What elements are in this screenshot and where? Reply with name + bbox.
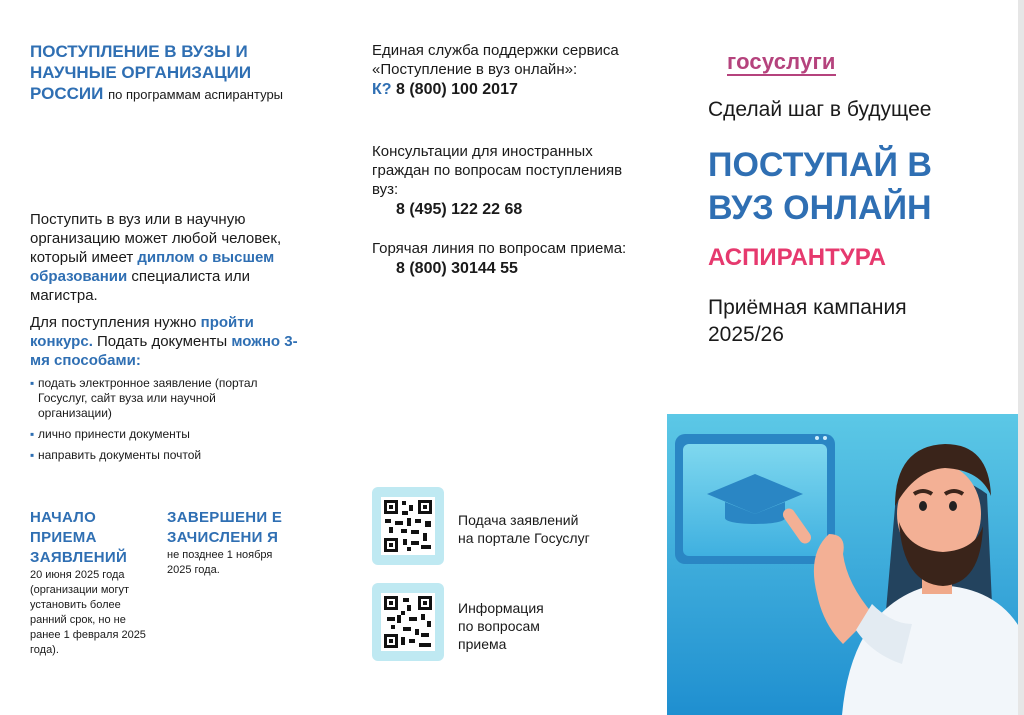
list-item-text: лично принести документы xyxy=(38,427,190,441)
main-title-line: ВУЗ ОНЛАЙН xyxy=(708,189,932,227)
support-prefix: К? xyxy=(372,81,392,98)
hotline-phone: 8 (800) 30144 55 xyxy=(396,260,518,277)
left-title-bold: ПОСТУПЛЕНИЕ В ВУЗЫ И НАУЧНЫЕ ОРГАНИЗАЦИИ РОССИИ xyxy=(30,42,252,103)
main-title xyxy=(708,144,1008,230)
methods-text-mid: Подать документы xyxy=(92,333,232,350)
support-block xyxy=(372,41,642,101)
list-item-text: направить документы почтой xyxy=(38,448,202,462)
right-panel xyxy=(667,0,1024,715)
middle-panel xyxy=(372,0,642,715)
start-title: НАЧАЛО ПРИЕМА ЗАЯВЛЕНИЙ xyxy=(30,509,128,566)
left-panel xyxy=(30,0,310,715)
foreign-block xyxy=(372,142,642,221)
qr-caption-line: на портале Госуслуг xyxy=(458,530,590,546)
list-item: ▪ подать электронное заявление (портал Госуслуг, сайт вуза или научной организации) xyxy=(30,376,258,420)
campaign-line: Приёмная кампания xyxy=(708,296,907,319)
student-illustration xyxy=(667,414,1018,715)
left-title-rest: по программам аспирантуры xyxy=(108,87,284,102)
qr-icon xyxy=(381,497,435,555)
left-title xyxy=(30,41,310,104)
student-pointing-illustration xyxy=(667,414,1018,715)
hotline-label: Горячая линия по вопросам приема: xyxy=(372,240,627,257)
methods-list xyxy=(30,376,260,469)
campaign-year: 2025/26 xyxy=(708,323,784,346)
support-label: Единая служба поддержки сервиса «Поступление в вуз онлайн»: xyxy=(372,42,619,78)
qr-icon xyxy=(381,593,435,651)
end-text: не позднее 1 ноября 2025 года. xyxy=(167,549,273,576)
qr-caption-line: по вопросам xyxy=(458,618,540,634)
qr-row-gosuslugi xyxy=(372,487,642,565)
program-subtitle: АСПИРАНТУРА xyxy=(708,244,886,271)
qr-caption-info xyxy=(458,599,544,653)
start-text: 20 июня 2025 года (организации могут установить более ранний срок, но не ранее 1 февраля 2025 года). xyxy=(30,569,146,656)
end-title: ЗАВЕРШЕНИ Е ЗАЧИСЛЕНИ Я xyxy=(167,509,283,546)
qr-code-info[interactable] xyxy=(372,583,444,661)
main-title-line: ПОСТУПАЙ В xyxy=(708,146,932,184)
eligibility-paragraph xyxy=(30,210,300,305)
foreign-phone: 8 (495) 122 22 68 xyxy=(396,201,523,218)
contest-highlight: пройти конкурс. xyxy=(30,314,254,350)
gosuslugi-logo[interactable]: госуслуги xyxy=(727,49,836,74)
eligibility-text-end: специалиста или магистра. xyxy=(30,268,251,304)
diploma-highlight: диплом о высшем образовании xyxy=(30,249,275,285)
support-phone-line xyxy=(372,79,642,101)
qr-caption-line: Подача заявлений xyxy=(458,512,579,528)
end-block xyxy=(167,508,285,578)
qr-caption-line: Информация xyxy=(458,600,544,616)
support-phone: 8 (800) 100 2017 xyxy=(396,81,518,98)
qr-row-info xyxy=(372,583,642,661)
list-item: ▪ лично принести документы xyxy=(30,427,190,441)
qr-caption-gosuslugi xyxy=(458,511,590,547)
methods-paragraph xyxy=(30,313,300,370)
hotline-block xyxy=(372,239,642,280)
qr-caption-line: приема xyxy=(458,636,507,652)
list-item: ▪ направить документы почтой xyxy=(30,448,202,462)
foreign-label: Консультации для иностранных граждан по вопросам поступленияв вуз: xyxy=(372,143,623,198)
methods-text: Для поступления нужно xyxy=(30,314,201,331)
list-item-text: подать электронное заявление (портал Госуслуг, сайт вуза или научной организации) xyxy=(38,376,258,420)
ways-highlight: можно 3-мя способами: xyxy=(30,333,298,369)
eligibility-text: Поступить в вуз или в научную организацию может любой человек, который имеет xyxy=(30,211,282,266)
qr-code-gosuslugi[interactable] xyxy=(372,487,444,565)
start-block xyxy=(30,508,155,658)
campaign-label xyxy=(708,294,988,348)
slogan: Сделай шаг в будущее xyxy=(708,98,932,121)
